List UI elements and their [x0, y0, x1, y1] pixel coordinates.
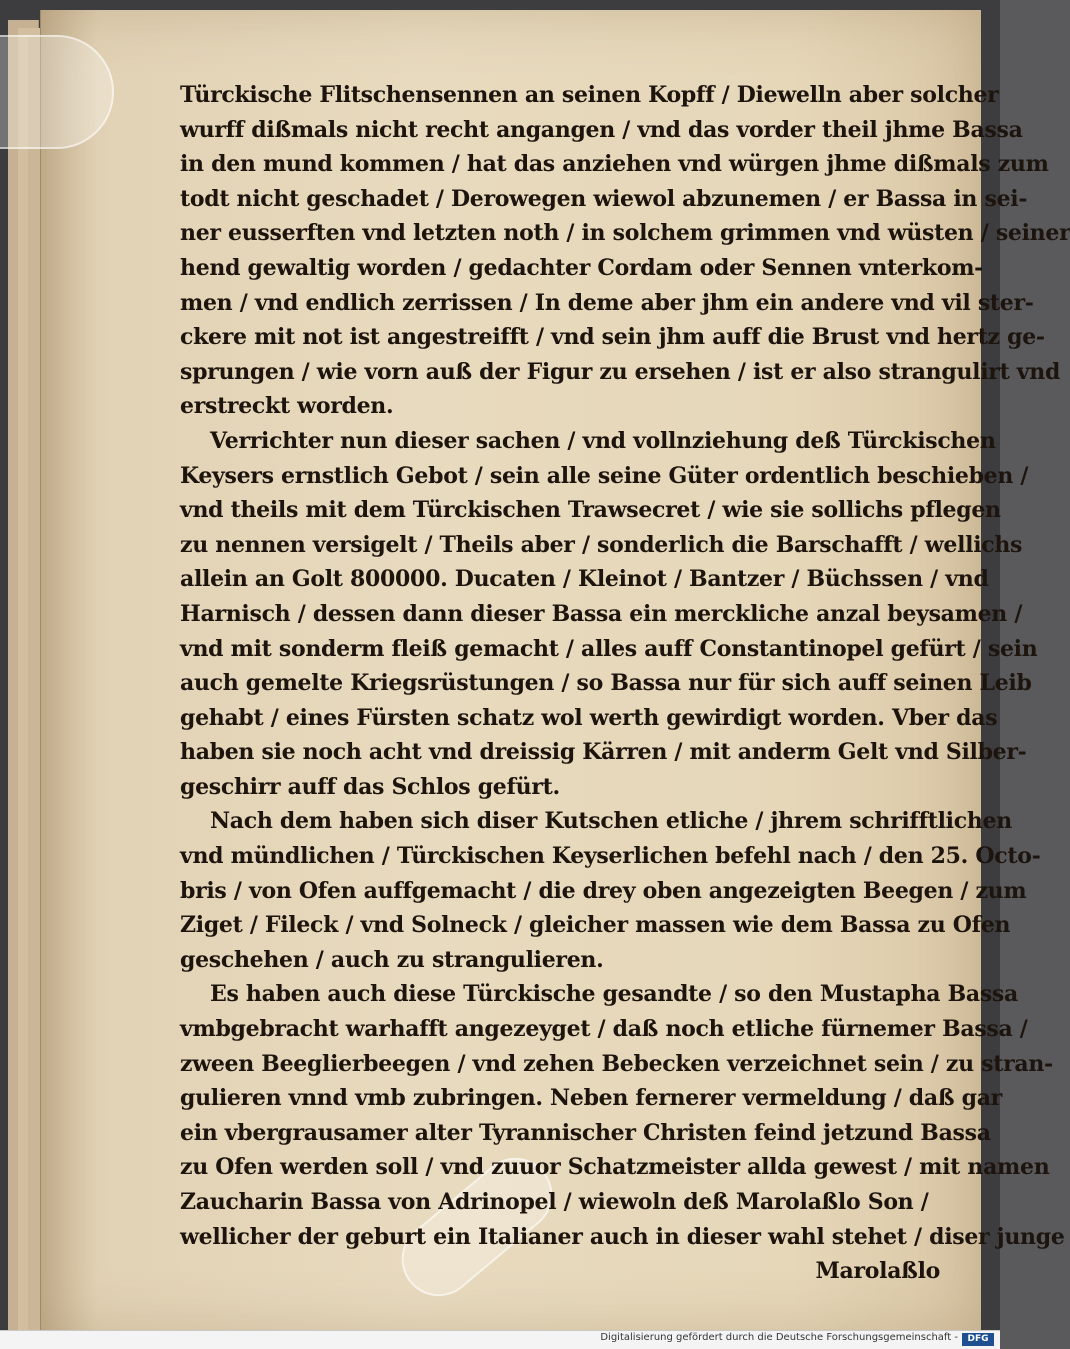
- text-line: Türckische Flitschensennen an seinen Kopff / Diewelln aber solcher: [180, 82, 999, 108]
- catchword: Marolaßlo: [815, 1258, 940, 1285]
- text-line: gehabt / eines Fürsten schatz wol werth gewirdigt worden. Vber das: [180, 704, 998, 731]
- text-line: Nach dem haben sich diser Kutschen etliche / jhrem schrifftlichen: [210, 808, 1012, 835]
- text-line: Zaucharin Bassa von Adrinopel / wiewoln deß Marolaßlo Son /: [180, 1189, 929, 1215]
- text-line: auch gemelte Kriegsrüstungen / so Bassa nur für sich auff seinen Leib: [180, 670, 1032, 697]
- text-line: allein an Golt 800000. Ducaten / Kleinot / Bantzer / Büchssen / vnd: [180, 566, 989, 593]
- text-line: gulieren vnnd vmb zubringen. Neben fernerer vermeldung / daß gar: [180, 1085, 1002, 1112]
- dfg-logo: DFG: [962, 1333, 994, 1346]
- text-line: ckere mit not ist angestreifft / vnd sein jhm auff die Brust vnd hertz ge-: [180, 324, 1045, 351]
- text-line: wellicher der geburt ein Italianer auch in dieser wahl stehet / diser junge: [180, 1223, 1065, 1250]
- text-line: vnd mündlichen / Türckischen Keyserlichen befehl nach / den 25. Octo-: [180, 843, 1041, 870]
- text-line: vnd mit sonderm fleiß gemacht / alles auff Constantinopel gefürt / sein: [180, 635, 1038, 662]
- text-line: vmbgebracht warhafft angezeyget / daß noch etliche fürnemer Bassa /: [180, 1016, 1028, 1043]
- text-line: geschehen / auch zu strangulieren.: [180, 946, 604, 973]
- text-line: hend gewaltig worden / gedachter Cordam oder Sennen vnterkom-: [180, 254, 984, 281]
- text-line: Verrichter nun dieser sachen / vnd vollnziehung deß Türckischen: [210, 427, 996, 454]
- text-line: zu Ofen werden soll / vnd zuuor Schatzmeister allda gewest / mit namen: [180, 1154, 1050, 1181]
- text-line: Keysers ernstlich Gebot / sein alle seine Güter ordentlich beschieben /: [180, 462, 1029, 489]
- text-line: ner eusserften vnd letzten noth / in solchem grimmen vnd wüsten / seiner: [180, 220, 1070, 247]
- text-line: men / vnd endlich zerrissen / In deme aber jhm ein andere vnd vil ster-: [180, 289, 1034, 316]
- funding-note: Digitalisierung gefördert durch die Deutsche Forschungsgemeinschaft -: [600, 1332, 958, 1343]
- text-line: Es haben auch diese Türckische gesandte / so den Mustapha Bassa: [210, 981, 1018, 1008]
- text-line: ein vbergrausamer alter Tyrannischer Christen feind jetzund Bassa: [180, 1119, 991, 1146]
- text-line: sprungen / wie vorn auß der Figur zu ersehen / ist er also strangulirt vnd: [180, 358, 1061, 385]
- glass-weight-top: [0, 35, 114, 149]
- text-line: wurff dißmals nicht recht angangen / vnd das vorder theil jhme Bassa: [180, 116, 1023, 143]
- text-line: todt nicht geschadet / Derowegen wiewol abzunemen / er Bassa in sei-: [180, 185, 1028, 212]
- footer-bar: [0, 1330, 1000, 1349]
- text-line: erstreckt worden.: [180, 393, 394, 420]
- text-line: zween Beeglierbeegen / vnd zehen Bebecken verzeichnet sein / zu stran-: [180, 1050, 1053, 1077]
- text-line: haben sie noch acht vnd dreissig Kärren / mit anderm Gelt vnd Silber-: [180, 739, 1027, 766]
- text-line: in den mund kommen / hat das anziehen vnd würgen jhme dißmals zum: [180, 151, 1049, 178]
- body-text: [180, 78, 1070, 1289]
- text-line: geschirr auff das Schlos gefürt.: [180, 773, 560, 800]
- text-line: vnd theils mit dem Türckischen Trawsecret / wie sie sollichs pflegen: [180, 497, 1001, 524]
- text-line: Ziget / Fileck / vnd Solneck / gleicher massen wie dem Bassa zu Ofen: [180, 912, 1011, 939]
- text-line: Harnisch / dessen dann dieser Bassa ein merckliche anzal beysamen /: [180, 600, 1023, 627]
- text-line: bris / von Ofen auffgemacht / die drey oben angezeigten Beegen / zum: [180, 877, 1027, 904]
- text-line: zu nennen versigelt / Theils aber / sonderlich die Barschafft / wellichs: [180, 531, 1023, 558]
